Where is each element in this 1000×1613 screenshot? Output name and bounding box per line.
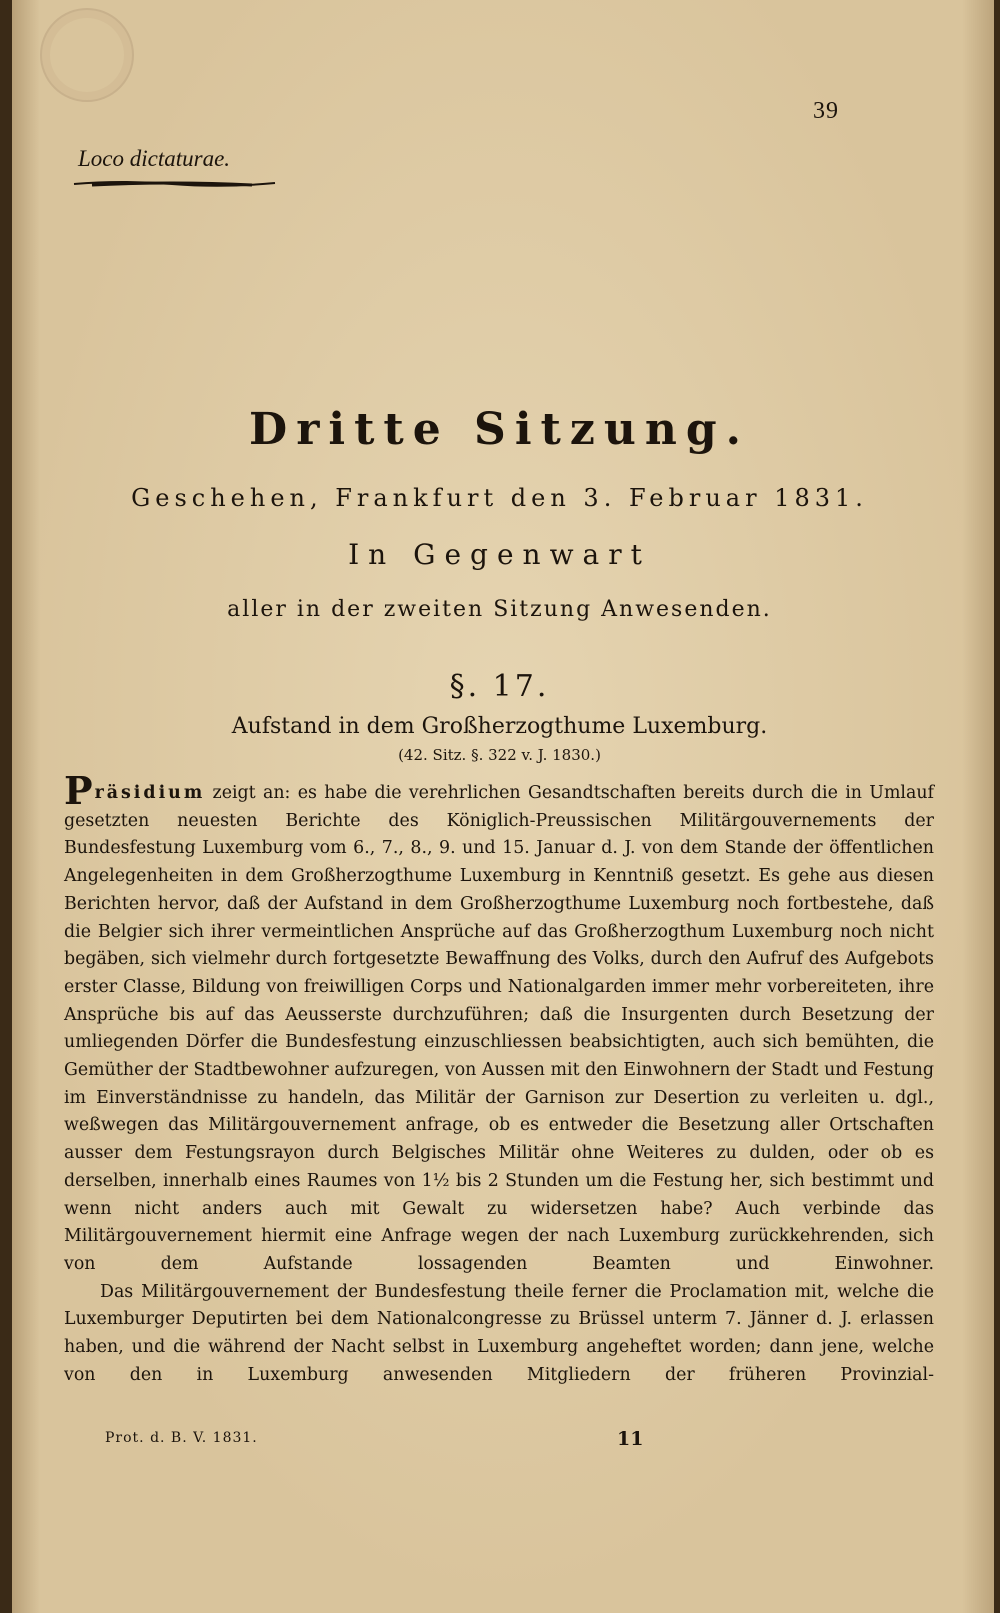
section-title: Aufstand in dem Großherzogthume Luxemburg.	[231, 714, 768, 739]
footer-signature: 11	[617, 1428, 644, 1450]
body-text	[64, 768, 934, 1389]
section-number: §. 17.	[449, 669, 550, 704]
session-dateline: Geschehen, Frankfurt den 3. Februar 1831.	[131, 484, 868, 512]
paragraph-1	[64, 768, 934, 1279]
paragraph-2: Das Militärgouvernement der Bundesfestung theile ferner die Proclamation mit, welche die Luxemburger Deputirten bei dem Nationalcongresse zu Brüssel unterm 7. Jänner d. J. erlassen haben, und die während der Nacht selbst in Luxemburg angeheftet worden; dann jene, welche von den in Luxemburg anwesenden Mitgliedern der früheren Provinzial-	[64, 1281, 934, 1385]
document-page	[12, 0, 994, 1613]
page-number: 39	[813, 98, 839, 124]
decorative-rule	[72, 179, 277, 189]
section-reference: (42. Sitz. §. 322 v. J. 1830.)	[398, 746, 601, 764]
lead-word: räsidium	[94, 783, 206, 803]
presence-heading: In Gegenwart	[348, 538, 651, 571]
session-title: Dritte Sitzung.	[249, 404, 750, 455]
footer-source: Prot. d. B. V. 1831.	[105, 1430, 258, 1446]
library-stamp	[40, 8, 134, 102]
drop-cap: P	[64, 768, 93, 813]
paragraph-1-text: zeigt an: es habe die verehrlichen Gesandtschaften bereits durch die in Umlauf gesetzten neuesten Berichte des Königlich-Preussischen Militärgouvernements der Bundesfestung Luxemburg vom 6., 7., 8., 9. und 15. Januar d. J. von dem Stande der öffentlichen Angelegenheiten in dem Großherzogthume Luxemburg in Kenntniß gesetzt. Es gehe aus diesen Berichten hervor, daß der Aufstand in dem Großherzogthume Luxemburg noch fortbestehe, daß die Belgier sich ihrer vermeintlichen Ansprüche auf das Großherzogthum Luxemburg noch nicht begäben, sich vielmehr durch fortgesetzte Bewaffnung des Volks, durch den Aufruf des Aufgebots erster Classe, Bildung von freiwilligen Corps und Nationalgarden immer mehr vorbereiteten, ihre Ansprüche bis auf das Aeusserste durchzuführen; daß die Insurgenten durch Besetzung der umliegenden Dörfer die Bundesfestung einzuschliessen beabsichtigten, auch sich bemühten, die Gemüther der Stadtbewohner aufzuregen, von Aussen mit den Einwohnern der Stadt und Festung im Einverständnisse zu handeln, das Militär der Garnison zur Desertion zu verleiten u. dgl., weßwegen das Militärgouvernement anfrage, ob es entweder die Besetzung aller Ortschaften ausser dem Festungsrayon durch Belgisches Militär ohne Weiteres zu dulden, oder ob es derselben, innerhalb eines Raumes von 1½ bis 2 Stunden um die Festung her, sich bestimmt und wenn nicht anders auch mit Gewalt zu widersetzen habe? Auch verbinde das Militärgouvernement hiermit eine Anfrage wegen der nach Luxemburg zurückkehrenden, sich von dem Aufstande lossagenden Beamten und Einwohner.	[64, 783, 934, 1274]
running-head: Loco dictaturae.	[78, 146, 231, 171]
attendees-line: aller in der zweiten Sitzung Anwesenden.	[227, 597, 772, 622]
